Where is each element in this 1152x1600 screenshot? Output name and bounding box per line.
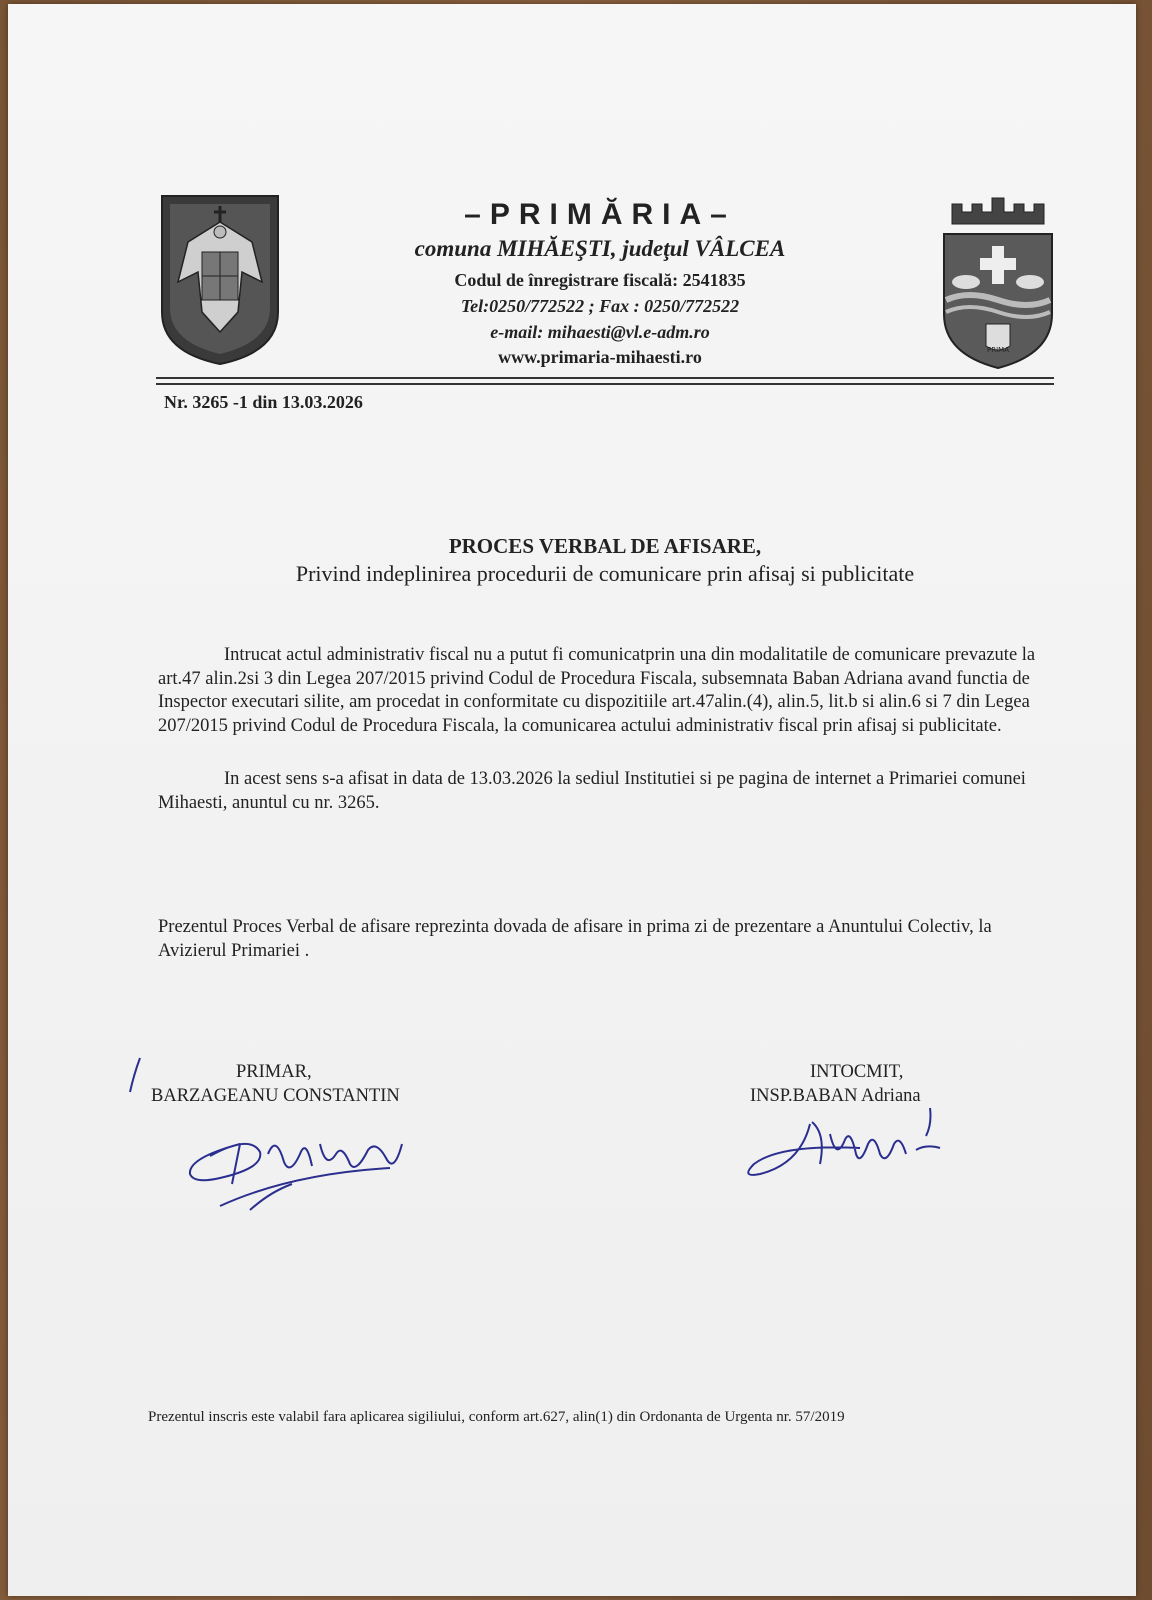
mihaesti-coat-of-arms-icon (938, 194, 1058, 374)
email-address: e-mail: mihaesti@vl.e-adm.ro (490, 322, 710, 342)
preparer-name: INSP.BABAN Adriana (750, 1086, 921, 1106)
preparer-signature-icon (740, 1104, 980, 1204)
phone-fax: Tel:0250/772522 ; Fax : 0250/772522 (460, 296, 740, 316)
paragraph-2-text: In acest sens s-a afisat in data de 13.03.2026 la sediul Institutiei si pe pagina de internet a Primariei comunei Mihaesti, anuntul cu nr. 3265. (158, 769, 1026, 813)
mayor-role: PRIMAR, (236, 1062, 312, 1082)
body-paragraph-3: Prezentul Proces Verbal de afisare reprezinta dovada de afisare in prima zi de prezentare a Anuntului Colectiv, la Avizierul Primariei . (158, 917, 992, 961)
document-title: PROCES VERBAL DE AFISARE, (448, 534, 762, 558)
footer-note: Prezentul inscris este valabil fara aplicarea sigiliului, conform art.627, alin(1) din Ordonanta de Urgenta nr. 57/2019 (148, 1409, 845, 1425)
header-rule-bottom (156, 383, 1054, 385)
website: www.primaria-mihaesti.ro (498, 347, 702, 367)
mayor-name: BARZAGEANU CONSTANTIN (151, 1086, 400, 1106)
pen-mark-icon (126, 1056, 146, 1096)
header-rule-top (156, 377, 1054, 379)
fiscal-code: Codul de înregistrare fiscală: 2541835 (454, 270, 746, 290)
body-paragraph-1 (158, 644, 1048, 738)
mayor-signature-icon (180, 1114, 420, 1224)
body-paragraph-2 (158, 768, 1048, 815)
preparer-role: INTOCMIT, (810, 1062, 904, 1082)
document-subtitle: Privind indeplinirea procedurii de comunicare prin afisaj si publicitate (295, 561, 915, 586)
institution-title: –PRIMĂRIA– (464, 198, 736, 231)
registration-number: Nr. 3265 -1 din 13.03.2026 (164, 392, 363, 412)
commune-name: comuna MIHĂEŞTI, judeţul VÂLCEA (414, 236, 786, 261)
romania-coat-of-arms-icon (158, 192, 284, 368)
paragraph-1-text: Intrucat actul administrativ fiscal nu a putut fi comunicatprin una din modalitatile de comunicare prevazute la art.47 alin.2si 3 din Legea 207/2015 privind Codul de Procedura Fiscala, subsemnata Baban Adriana avand functia de Inspector executari silite, am procedat in conformitate cu dispozitiile art.47alin.(4), alin.5, lit.b si alin.6 si 7 din Legea 207/2015 privind Codul de Procedura Fiscala, la comunicarea actului administrativ fiscal prin afisaj si publicitate. (158, 645, 1036, 736)
crest-label: PRIMA (987, 346, 1009, 354)
document-page (8, 4, 1136, 1596)
